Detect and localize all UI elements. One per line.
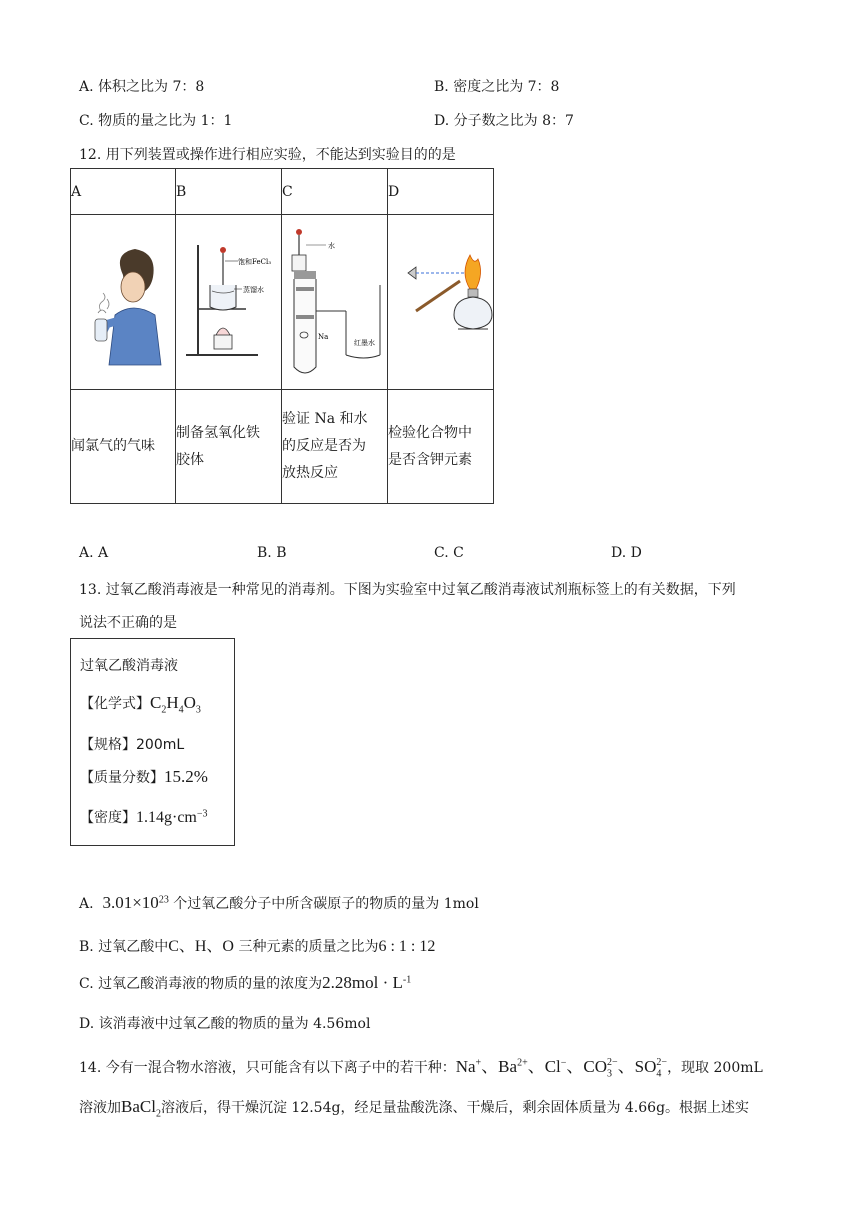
q11-option-b: B. 密度之比为 7：8: [434, 79, 560, 95]
label-water: 水: [328, 242, 335, 250]
q11-option-a: A. 体积之比为 7：8: [79, 79, 205, 95]
q12-option-c: C. C: [434, 545, 464, 561]
caption-d: 检验化合物中 是否含钾元素: [388, 390, 494, 504]
q11-option-c: C. 物质的量之比为 1：1: [79, 113, 233, 129]
figure-flame-test: [388, 215, 494, 390]
q12-option-a: A. A: [79, 545, 109, 561]
figure-sodium-water-heat: [282, 215, 388, 390]
figure-smell-chlorine: [71, 215, 176, 390]
q11-option-d: D. 分子数之比为 8：7: [434, 113, 574, 129]
label-mass-fraction: 【质量分数】15.2%: [80, 767, 208, 786]
q12-option-d: D. D: [611, 545, 642, 561]
col-header-a: A: [71, 169, 176, 215]
label-fecl3: 饱和FeCl₃: [238, 258, 272, 266]
col-header-b: B: [176, 169, 282, 215]
q13-option-c: C. 过氧乙酸消毒液的物质的量的浓度为$2.28mol \cdot L^{-1}$: [79, 973, 412, 992]
sodium-apparatus-illustration: [282, 215, 387, 385]
q14-line2: 溶液加BaCl$_2$溶液后，得干燥沉淀 12.54g，经足量盐酸洗涤、干燥后，剩余固体质量为 4.66g。根据上述实: [79, 1097, 750, 1120]
caption-b: 制备氢氧化铁 胶体: [176, 390, 282, 504]
label-red-ink: 红墨水: [354, 339, 375, 347]
label-distilled-water: 蒸馏水: [243, 286, 264, 294]
caption-c: 验证 Na 和水 的反应是否为 放热反应: [282, 390, 388, 504]
label-formula: 【化学式】$C_2H_4O_3$: [80, 693, 201, 716]
experiment-table: [70, 168, 494, 504]
label-spec: 【规格】200mL: [80, 737, 185, 753]
person-smelling-illustration: [71, 215, 175, 385]
label-na: Na: [318, 333, 329, 341]
label-density: 【密度】$1.14g\cdot cm^{-3}$: [80, 808, 208, 826]
label-title: 过氧乙酸消毒液: [80, 658, 178, 674]
q13-stem-line2: 说法不正确的是: [79, 615, 177, 631]
q13-option-d: D. 该消毒液中过氧乙酸的物质的量为 4.56mol: [79, 1016, 371, 1032]
q12-option-b: B. B: [257, 545, 287, 561]
colloid-apparatus-illustration: [176, 215, 281, 385]
q12-stem: 12. 用下列装置或操作进行相应实验，不能达到实验目的的是: [79, 147, 456, 163]
col-header-c: C: [282, 169, 388, 215]
col-header-d: D: [388, 169, 494, 215]
caption-a: 闻氯气的气味: [71, 390, 176, 504]
figure-ferric-hydroxide-colloid: [176, 215, 282, 390]
q13-option-b: B. 过氧乙酸中C、H、O 三种元素的质量之比为6 : 1 : 12: [79, 938, 436, 955]
q14-line1: 14. 今有一混合物水溶液，只可能含有以下离子中的若干种：Na+、$Ba^{2+}$、Cl−、$CO_3^{2-}$、$SO_4^{2-}$，现取 200mL: [79, 1057, 763, 1080]
q13-stem-line1: 13. 过氧乙酸消毒液是一种常见的消毒剂。下图为实验室中过氧乙酸消毒液试剂瓶标签上的有关数据，下列: [79, 582, 736, 598]
reagent-label: [70, 638, 235, 846]
flame-test-illustration: [388, 215, 493, 385]
q13-option-a: A. $3.01\times 10^{23}$ 个过氧乙酸分子中所含碳原子的物质的量为 1mol: [79, 893, 479, 912]
